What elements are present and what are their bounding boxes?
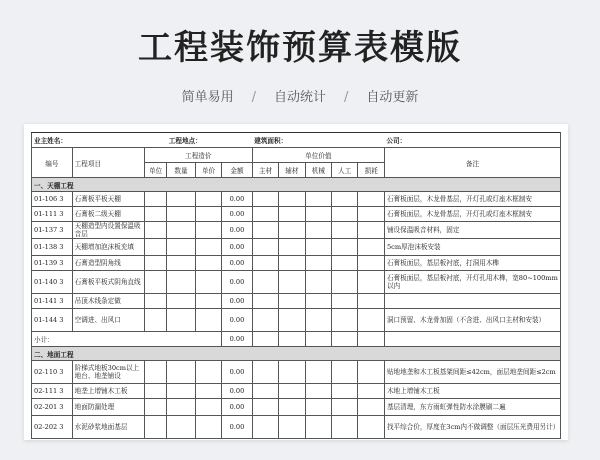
row-code: 01-106 3 <box>32 192 73 207</box>
section-title: 一、天棚工程 <box>32 178 561 192</box>
row-remark: 基层清理，东方雨虹弹性防水涂膜刷二遍 <box>384 399 560 416</box>
header-main: 主材 <box>252 163 278 178</box>
row-amount: 0.00 <box>222 361 253 384</box>
row-mach <box>305 361 331 384</box>
subtotal-empty <box>305 332 331 347</box>
row-unit <box>144 399 166 416</box>
table-row <box>32 192 561 207</box>
row-main <box>252 239 278 256</box>
row-code: 01-137 3 <box>32 222 73 239</box>
subtotal-label: 小计： <box>32 332 222 347</box>
row-qty <box>167 239 195 256</box>
row-main <box>252 294 278 309</box>
row-unit <box>144 192 166 207</box>
row-amount: 0.00 <box>222 294 253 309</box>
row-mach <box>305 192 331 207</box>
row-labor <box>332 256 358 271</box>
row-mach <box>305 399 331 416</box>
row-item: 石膏板平板式阴角直线 <box>72 271 144 294</box>
row-remark: 洞口预留、木龙骨加固（不含进、出风口主材和安装） <box>384 309 560 332</box>
row-price <box>195 271 221 294</box>
row-aux <box>279 256 305 271</box>
header-qty: 数量 <box>167 163 195 178</box>
row-remark: 找平综合价，厚度在3cm内不做调整（面层压光费用另计） <box>384 416 560 439</box>
info-row <box>32 133 561 148</box>
row-price <box>195 256 221 271</box>
row-amount: 0.00 <box>222 399 253 416</box>
row-loss <box>358 309 384 332</box>
row-price <box>195 207 221 222</box>
row-price <box>195 384 221 399</box>
owner-label: 业主姓名： <box>32 133 167 148</box>
row-item: 吊顶木线条定做 <box>72 294 144 309</box>
row-labor <box>332 294 358 309</box>
row-unit <box>144 416 166 439</box>
row-amount: 0.00 <box>222 384 253 399</box>
row-loss <box>358 294 384 309</box>
header-price: 单价 <box>195 163 221 178</box>
subtotal-empty <box>279 332 305 347</box>
row-item: 石膏板二级天棚 <box>72 207 144 222</box>
row-code: 01-139 3 <box>32 256 73 271</box>
row-qty <box>167 294 195 309</box>
table-row <box>32 399 561 416</box>
row-aux <box>279 309 305 332</box>
row-amount: 0.00 <box>222 207 253 222</box>
row-price <box>195 239 221 256</box>
row-mach <box>305 256 331 271</box>
row-labor <box>332 222 358 239</box>
row-remark: 石膏板面层，木龙骨基层，开灯孔或灯座木框制安 <box>384 192 560 207</box>
header-aux: 辅材 <box>279 163 305 178</box>
row-aux <box>279 222 305 239</box>
table-row <box>32 256 561 271</box>
row-mach <box>305 416 331 439</box>
row-aux <box>279 192 305 207</box>
header-labor: 人工 <box>332 163 358 178</box>
row-code: 01-138 3 <box>32 239 73 256</box>
row-amount: 0.00 <box>222 416 253 439</box>
row-unit <box>144 271 166 294</box>
row-main <box>252 399 278 416</box>
header-item: 工程项目 <box>72 148 144 178</box>
row-loss <box>358 416 384 439</box>
row-remark: 贴地地垄和木工板基架间距≤42cm，面层地垄间距≤2cm <box>384 361 560 384</box>
row-mach <box>305 271 331 294</box>
row-labor <box>332 384 358 399</box>
row-amount: 0.00 <box>222 222 253 239</box>
budget-sheet <box>24 124 568 440</box>
header-row-1 <box>32 148 561 163</box>
row-labor <box>332 361 358 384</box>
header-remark: 备注 <box>384 148 560 178</box>
row-mach <box>305 309 331 332</box>
row-aux <box>279 239 305 256</box>
row-main <box>252 192 278 207</box>
table-row <box>32 309 561 332</box>
row-loss <box>358 361 384 384</box>
row-item: 天棚增加泡沫板充填 <box>72 239 144 256</box>
row-main <box>252 361 278 384</box>
row-mach <box>305 239 331 256</box>
row-aux <box>279 361 305 384</box>
row-main <box>252 309 278 332</box>
row-remark: 铺设保温吸音材料，固定 <box>384 222 560 239</box>
row-amount: 0.00 <box>222 271 253 294</box>
row-labor <box>332 207 358 222</box>
row-remark: 石膏板面层，基层板衬底，打洞用木榫 <box>384 256 560 271</box>
table-row <box>32 361 561 384</box>
tag-easy: 简单易用 <box>181 90 234 105</box>
table-row <box>32 271 561 294</box>
header-mach: 机械 <box>305 163 331 178</box>
row-labor <box>332 271 358 294</box>
row-loss <box>358 192 384 207</box>
tag-separator: / <box>251 90 256 105</box>
row-item: 地面防漏处理 <box>72 399 144 416</box>
row-unit <box>144 384 166 399</box>
subtotal-empty <box>358 332 384 347</box>
row-item: 石膏板平板天棚 <box>72 192 144 207</box>
row-aux <box>279 271 305 294</box>
row-loss <box>358 384 384 399</box>
row-labor <box>332 399 358 416</box>
row-code: 02-110 3 <box>32 361 73 384</box>
row-aux <box>279 207 305 222</box>
subtotal-empty <box>332 332 358 347</box>
row-main <box>252 416 278 439</box>
row-labor <box>332 239 358 256</box>
row-qty <box>167 384 195 399</box>
row-aux <box>279 384 305 399</box>
row-labor <box>332 192 358 207</box>
row-remark: 木地上增铺木工板 <box>384 384 560 399</box>
row-unit <box>144 256 166 271</box>
row-amount: 0.00 <box>222 309 253 332</box>
row-loss <box>358 256 384 271</box>
row-main <box>252 271 278 294</box>
row-amount: 0.00 <box>222 256 253 271</box>
row-price <box>195 309 221 332</box>
row-code: 01-144 3 <box>32 309 73 332</box>
row-mach <box>305 294 331 309</box>
table-row <box>32 384 561 399</box>
row-qty <box>167 207 195 222</box>
row-qty <box>167 256 195 271</box>
row-qty <box>167 309 195 332</box>
row-mach <box>305 222 331 239</box>
company-label: 公司： <box>384 133 560 148</box>
row-price <box>195 361 221 384</box>
row-code: 02-201 3 <box>32 399 73 416</box>
header-cost: 工程造价 <box>144 148 252 163</box>
row-aux <box>279 416 305 439</box>
row-main <box>252 384 278 399</box>
site-label: 工程地点： <box>167 133 252 148</box>
row-qty <box>167 361 195 384</box>
area-label: 建筑面积： <box>252 133 384 148</box>
row-loss <box>358 271 384 294</box>
header-unit-price: 单位价值 <box>252 148 384 163</box>
row-mach <box>305 384 331 399</box>
row-unit <box>144 222 166 239</box>
row-unit <box>144 207 166 222</box>
row-qty <box>167 416 195 439</box>
section-header <box>32 347 561 361</box>
row-code: 01-111 3 <box>32 207 73 222</box>
table-row <box>32 239 561 256</box>
row-unit <box>144 309 166 332</box>
row-item: 阶梯式地板30cm以上地台、地垄铺设 <box>72 361 144 384</box>
row-item: 水泥砂浆地面基层 <box>72 416 144 439</box>
row-main <box>252 207 278 222</box>
section-title: 二、地面工程 <box>32 347 561 361</box>
row-price <box>195 294 221 309</box>
row-qty <box>167 399 195 416</box>
table-row <box>32 222 561 239</box>
row-item: 空调进、出风口 <box>72 309 144 332</box>
row-unit <box>144 239 166 256</box>
row-remark: 石膏板面层，基层板衬底，开灯孔用木榫，宽80~100mm以内 <box>384 271 560 294</box>
tag-auto-update: 自动更新 <box>366 90 419 105</box>
header-loss: 损耗 <box>358 163 384 178</box>
row-labor <box>332 309 358 332</box>
row-remark: 5cm厚泡沫板安装 <box>384 239 560 256</box>
page-title: 工程装饰预算表模版 <box>138 28 462 68</box>
subtotal-empty <box>252 332 278 347</box>
row-code: 01-141 3 <box>32 294 73 309</box>
row-qty <box>167 271 195 294</box>
row-remark <box>384 294 560 309</box>
table-row <box>32 294 561 309</box>
row-amount: 0.00 <box>222 192 253 207</box>
row-item: 石膏造型阴角线 <box>72 256 144 271</box>
tag-separator: / <box>344 90 349 105</box>
row-code: 02-111 3 <box>32 384 73 399</box>
row-item: 天棚造型内设置保温吸音层 <box>72 222 144 239</box>
row-qty <box>167 222 195 239</box>
row-price <box>195 416 221 439</box>
header-code: 编号 <box>32 148 73 178</box>
row-unit <box>144 361 166 384</box>
row-price <box>195 192 221 207</box>
section-header <box>32 178 561 192</box>
table-row <box>32 416 561 439</box>
header-amount: 金额 <box>222 163 253 178</box>
row-main <box>252 256 278 271</box>
row-amount: 0.00 <box>222 239 253 256</box>
row-labor <box>332 416 358 439</box>
row-item: 地垄上增铺木工板 <box>72 384 144 399</box>
row-price <box>195 399 221 416</box>
subtotal-empty <box>384 332 560 347</box>
row-aux <box>279 294 305 309</box>
row-mach <box>305 207 331 222</box>
row-unit <box>144 294 166 309</box>
row-code: 01-140 3 <box>32 271 73 294</box>
row-remark: 石膏板面层，木龙骨基层，开灯孔或灯座木框制安 <box>384 207 560 222</box>
row-main <box>252 222 278 239</box>
subtotal-amount: 0.00 <box>222 332 253 347</box>
table-row <box>32 207 561 222</box>
budget-table <box>31 132 561 439</box>
tag-auto-stats: 自动统计 <box>273 90 326 105</box>
row-loss <box>358 399 384 416</box>
row-aux <box>279 399 305 416</box>
subtotal-row <box>32 332 561 347</box>
row-qty <box>167 192 195 207</box>
header-unit: 单位 <box>144 163 166 178</box>
row-loss <box>358 207 384 222</box>
row-loss <box>358 239 384 256</box>
row-code: 02-202 3 <box>32 416 73 439</box>
tagline <box>0 86 600 105</box>
row-price <box>195 222 221 239</box>
row-loss <box>358 222 384 239</box>
